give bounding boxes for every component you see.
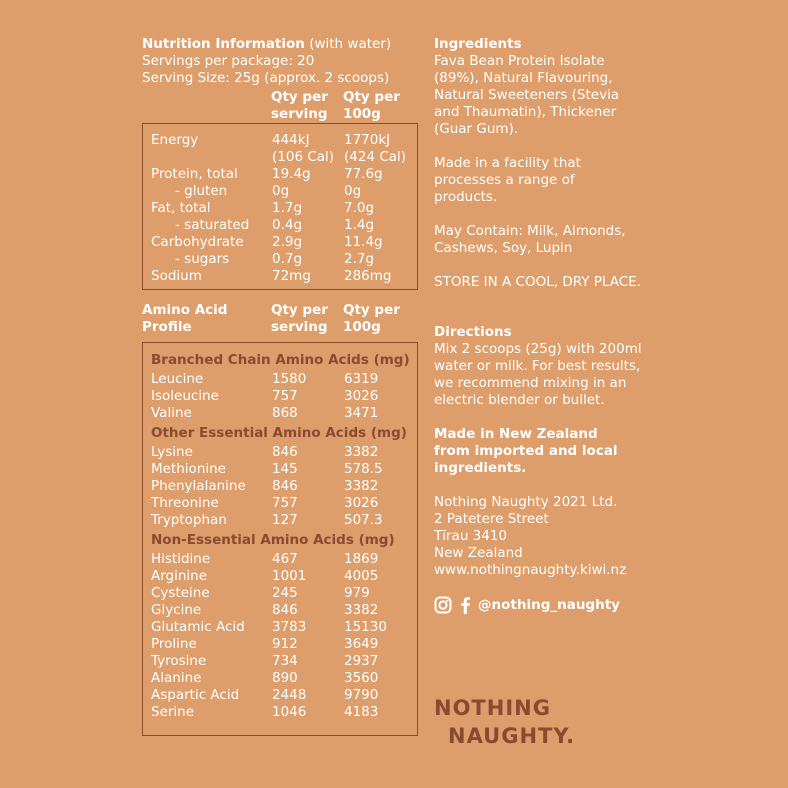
value-per-100g: 2.7g (344, 251, 375, 267)
value-per-100g: 4183 (344, 704, 379, 720)
table-row (143, 183, 417, 200)
facility-text (434, 155, 764, 206)
value-per-serving: 0.7g (272, 251, 303, 267)
table-row (143, 461, 417, 478)
value-per-serving: 890 (272, 670, 298, 686)
ingredients-text (434, 53, 764, 138)
ingredients-line: Fava Bean Protein Isolate (434, 53, 605, 69)
amino-acid-label: Phenylalanine (151, 478, 246, 494)
nutrient-label: - sugars (175, 251, 230, 267)
ingredients-line: (89%), Natural Flavouring, (434, 70, 613, 86)
value-per-100g: 7.0g (344, 200, 375, 216)
table-row (143, 551, 417, 568)
value-per-serving: 757 (272, 388, 298, 404)
table-row (143, 217, 417, 234)
instagram-icon[interactable] (434, 596, 452, 614)
value-per-serving: 467 (272, 551, 298, 567)
table-row (143, 585, 417, 602)
amino-col-header-serving: Qty per serving (271, 302, 328, 335)
company-address (434, 494, 764, 579)
facility-line: processes a range of (434, 172, 575, 188)
origin-text (434, 426, 764, 477)
amino-acid-label: Tyrosine (151, 653, 207, 669)
col-header-100g: Qty per 100g (343, 89, 400, 122)
directions-text (434, 341, 764, 409)
amino-group-heading: Branched Chain Amino Acids (mg) (151, 352, 410, 368)
value-per-serving: 0g (272, 183, 290, 199)
value-per-100g: 3649 (344, 636, 379, 652)
nutrient-label: Protein, total (151, 166, 238, 182)
ingredients-line: Natural Sweeteners (Stevia (434, 87, 620, 103)
value-per-100g: 6319 (344, 371, 379, 387)
table-row (143, 636, 417, 653)
may-contain-text (434, 223, 764, 257)
value-per-100g: 2937 (344, 653, 379, 669)
amino-acid-label: Lysine (151, 444, 193, 460)
table-row-energy: Energy 444kJ (106 Cal) 1770kJ (424 Cal) (151, 132, 407, 165)
address-line: Tīrau 3410 (434, 528, 508, 544)
table-row (143, 568, 417, 585)
value-per-serving: 3783 (272, 619, 307, 635)
value-per-100g: 77.6g (344, 166, 383, 182)
nutrient-label: Sodium (151, 268, 202, 284)
facility-line: products. (434, 189, 498, 205)
table-row (143, 405, 417, 422)
brand-logo: NOTHING NAUGHTY. (434, 696, 576, 748)
value-per-serving: 1.7g (272, 200, 303, 216)
nutrient-label: - saturated (175, 217, 250, 233)
amino-acid-label: Cysteine (151, 585, 210, 601)
table-row (143, 251, 417, 268)
nutrient-label: Fat, total (151, 200, 211, 216)
amino-acid-label: Serine (151, 704, 195, 720)
directions-line: electric blender or bullet. (434, 392, 605, 408)
amino-acid-label: Isoleucine (151, 388, 219, 404)
table-row (143, 200, 417, 217)
value-per-serving: 1046 (272, 704, 307, 720)
table-row (143, 602, 417, 619)
facebook-icon[interactable] (459, 596, 471, 614)
origin-line: ingredients. (434, 460, 527, 476)
origin-line: from imported and local (434, 443, 618, 459)
info-section (434, 36, 764, 614)
table-row (143, 371, 417, 388)
amino-table (142, 342, 418, 736)
value-per-serving: 846 (272, 444, 298, 460)
amino-acid-label: Alanine (151, 670, 202, 686)
servings-per-package: Servings per package: 20 (142, 53, 315, 69)
table-row (143, 653, 417, 670)
directions-title: Directions (434, 324, 512, 340)
address-line: 2 Patetere Street (434, 511, 549, 527)
value-per-100g: 3471 (344, 405, 379, 421)
table-row (143, 444, 417, 461)
may-contain-line: Cashews, Soy, Lupin (434, 240, 573, 256)
table-row (143, 268, 417, 285)
amino-acid-label: Aspartic Acid (151, 687, 240, 703)
value-per-serving: 846 (272, 602, 298, 618)
storage-text: STORE IN A COOL, DRY PLACE. (434, 274, 641, 290)
table-row (143, 234, 417, 251)
value-per-100g: 1.4g (344, 217, 375, 233)
value-per-100g: 0g (344, 183, 362, 199)
value-per-serving: 145 (272, 461, 298, 477)
nutrition-title: Nutrition Information (with water) (142, 36, 392, 52)
nutrient-label: Carbohydrate (151, 234, 244, 250)
value-per-100g: 3026 (344, 388, 379, 404)
value-per-serving: 846 (272, 478, 298, 494)
origin-line: Made in New Zealand (434, 426, 598, 442)
facility-line: Made in a facility that (434, 155, 581, 171)
value-per-100g: 979 (344, 585, 370, 601)
value-per-100g: 578.5 (344, 461, 383, 477)
table-row (143, 495, 417, 512)
ingredients-line: (Guar Gum). (434, 121, 519, 137)
value-per-100g: 1869 (344, 551, 379, 567)
may-contain-line: May Contain: Milk, Almonds, (434, 223, 626, 239)
amino-acid-label: Glycine (151, 602, 202, 618)
value-per-100g: 3026 (344, 495, 379, 511)
value-per-100g: 11.4g (344, 234, 383, 250)
table-row (143, 166, 417, 183)
table-row (143, 619, 417, 636)
amino-acid-label: Tryptophan (151, 512, 227, 528)
value-per-100g: 286mg (344, 268, 392, 284)
value-per-100g: 15130 (344, 619, 387, 635)
value-per-100g: 4005 (344, 568, 379, 584)
amino-col-header-100g: Qty per 100g (343, 302, 400, 335)
value-per-serving: 734 (272, 653, 298, 669)
amino-acid-label: Valine (151, 405, 192, 421)
nutrition-section (142, 36, 422, 736)
table-row (143, 687, 417, 704)
amino-acid-label: Leucine (151, 371, 204, 387)
value-per-serving: 72mg (272, 268, 311, 284)
value-per-serving: 245 (272, 585, 298, 601)
social-row (434, 596, 764, 614)
value-per-100g: 3382 (344, 478, 379, 494)
value-per-100g: 507.3 (344, 512, 383, 528)
amino-group-heading: Non-Essential Amino Acids (mg) (151, 532, 395, 548)
value-per-serving: 2.9g (272, 234, 303, 250)
address-line: www.nothingnaughty.kiwi.nz (434, 562, 627, 578)
nutrition-column-headers (142, 89, 422, 123)
value-per-100g: 3382 (344, 444, 379, 460)
serving-size: Serving Size: 25g (approx. 2 scoops) (142, 70, 390, 86)
amino-group-heading: Other Essential Amino Acids (mg) (151, 425, 407, 441)
amino-acid-label: Threonine (151, 495, 219, 511)
value-per-serving: 1001 (272, 568, 307, 584)
ingredients-line: and Thaumatin), Thickener (434, 104, 617, 120)
amino-acid-label: Methionine (151, 461, 226, 477)
value-per-serving: 19.4g (272, 166, 311, 182)
value-per-100g: 3382 (344, 602, 379, 618)
address-line: Nothing Naughty 2021 Ltd. (434, 494, 618, 510)
ingredients-title: Ingredients (434, 36, 522, 52)
address-line: New Zealand (434, 545, 523, 561)
value-per-serving: 2448 (272, 687, 307, 703)
nutrient-label: - gluten (175, 183, 228, 199)
value-per-serving: 127 (272, 512, 298, 528)
value-per-100g: 3560 (344, 670, 379, 686)
directions-line: Mix 2 scoops (25g) with 200ml (434, 341, 642, 357)
directions-line: water or milk. For best results, (434, 358, 641, 374)
social-handle[interactable]: @nothing_naughty (478, 597, 620, 613)
value-per-100g: 9790 (344, 687, 379, 703)
amino-acid-label: Proline (151, 636, 197, 652)
amino-acid-label: Histidine (151, 551, 211, 567)
amino-acid-label: Arginine (151, 568, 208, 584)
value-per-serving: 757 (272, 495, 298, 511)
table-row (143, 478, 417, 495)
col-header-serving: Qty per serving (271, 89, 328, 122)
amino-title: Amino Acid Profile (142, 302, 228, 335)
value-per-serving: 1580 (272, 371, 307, 387)
table-row (143, 704, 417, 721)
nutrition-table (142, 123, 418, 290)
table-row (143, 512, 417, 529)
value-per-serving: 868 (272, 405, 298, 421)
table-row (143, 388, 417, 405)
amino-column-headers (142, 302, 422, 336)
amino-acid-label: Glutamic Acid (151, 619, 245, 635)
value-per-serving: 0.4g (272, 217, 303, 233)
directions-line: we recommend mixing in an (434, 375, 627, 391)
value-per-serving: 912 (272, 636, 298, 652)
table-row (143, 670, 417, 687)
